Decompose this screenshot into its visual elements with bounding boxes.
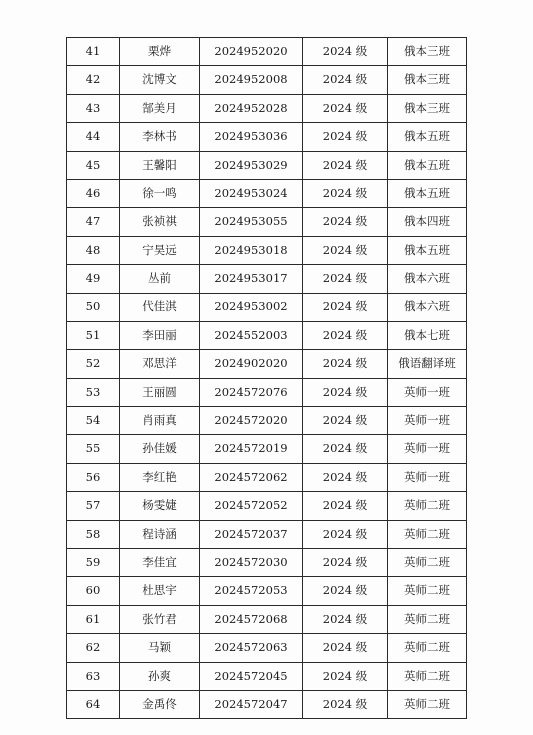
class-name: 俄本三班 <box>388 94 467 122</box>
student-id: 2024572076 <box>200 378 303 406</box>
student-name: 代佳淇 <box>120 293 200 321</box>
student-id: 2024952008 <box>200 66 303 94</box>
row-number: 41 <box>67 38 120 66</box>
class-name: 英师二班 <box>388 577 467 605</box>
row-number: 42 <box>67 66 120 94</box>
table-row <box>67 293 467 321</box>
student-name: 马颖 <box>120 634 200 662</box>
student-name: 孙爽 <box>120 662 200 690</box>
grade: 2024 级 <box>303 577 388 605</box>
class-name: 俄本五班 <box>388 179 467 207</box>
class-name: 英师二班 <box>388 605 467 633</box>
class-name: 俄本四班 <box>388 208 467 236</box>
table-row <box>67 492 467 520</box>
class-name: 俄本三班 <box>388 38 467 66</box>
student-name: 沈博文 <box>120 66 200 94</box>
student-id: 2024572068 <box>200 605 303 633</box>
student-name: 肖雨真 <box>120 407 200 435</box>
table-row <box>67 38 467 66</box>
table-row <box>67 549 467 577</box>
grade: 2024 级 <box>303 179 388 207</box>
student-name: 郜美月 <box>120 94 200 122</box>
student-id: 2024953029 <box>200 151 303 179</box>
roster-body <box>67 38 467 719</box>
student-id: 2024572047 <box>200 690 303 718</box>
table-row <box>67 634 467 662</box>
class-name: 俄本五班 <box>388 123 467 151</box>
student-id: 2024902020 <box>200 350 303 378</box>
row-number: 51 <box>67 321 120 349</box>
student-name: 李佳宜 <box>120 549 200 577</box>
table-row <box>67 662 467 690</box>
table-row <box>67 208 467 236</box>
row-number: 64 <box>67 690 120 718</box>
class-name: 英师一班 <box>388 463 467 491</box>
grade: 2024 级 <box>303 605 388 633</box>
grade: 2024 级 <box>303 435 388 463</box>
table-row <box>67 690 467 718</box>
table-row <box>67 350 467 378</box>
grade: 2024 级 <box>303 350 388 378</box>
table-row <box>67 435 467 463</box>
student-id: 2024572019 <box>200 435 303 463</box>
grade: 2024 级 <box>303 662 388 690</box>
row-number: 60 <box>67 577 120 605</box>
row-number: 45 <box>67 151 120 179</box>
table-row <box>67 94 467 122</box>
table-row <box>67 407 467 435</box>
student-name: 张竹君 <box>120 605 200 633</box>
table-row <box>67 123 467 151</box>
grade: 2024 级 <box>303 236 388 264</box>
row-number: 53 <box>67 378 120 406</box>
student-name: 李林书 <box>120 123 200 151</box>
row-number: 47 <box>67 208 120 236</box>
row-number: 58 <box>67 520 120 548</box>
grade: 2024 级 <box>303 378 388 406</box>
student-id: 2024952020 <box>200 38 303 66</box>
student-name: 李田丽 <box>120 321 200 349</box>
student-id: 2024953036 <box>200 123 303 151</box>
student-name: 王丽圆 <box>120 378 200 406</box>
student-id: 2024572020 <box>200 407 303 435</box>
class-name: 俄本六班 <box>388 265 467 293</box>
grade: 2024 级 <box>303 690 388 718</box>
class-name: 俄本五班 <box>388 151 467 179</box>
table-row <box>67 265 467 293</box>
student-name: 杜思宇 <box>120 577 200 605</box>
class-name: 英师一班 <box>388 407 467 435</box>
class-name: 英师二班 <box>388 549 467 577</box>
student-id: 2024953024 <box>200 179 303 207</box>
row-number: 49 <box>67 265 120 293</box>
student-name: 邓思洋 <box>120 350 200 378</box>
row-number: 54 <box>67 407 120 435</box>
table-row <box>67 605 467 633</box>
student-id: 2024953018 <box>200 236 303 264</box>
table-row <box>67 520 467 548</box>
grade: 2024 级 <box>303 520 388 548</box>
row-number: 52 <box>67 350 120 378</box>
student-name: 丛前 <box>120 265 200 293</box>
student-id: 2024572062 <box>200 463 303 491</box>
row-number: 56 <box>67 463 120 491</box>
student-id: 2024953017 <box>200 265 303 293</box>
student-name: 徐一鸣 <box>120 179 200 207</box>
class-name: 英师一班 <box>388 435 467 463</box>
row-number: 46 <box>67 179 120 207</box>
grade: 2024 级 <box>303 321 388 349</box>
grade: 2024 级 <box>303 265 388 293</box>
class-name: 俄本五班 <box>388 236 467 264</box>
row-number: 55 <box>67 435 120 463</box>
student-name: 张祯祺 <box>120 208 200 236</box>
student-name: 程诗涵 <box>120 520 200 548</box>
class-name: 英师二班 <box>388 690 467 718</box>
row-number: 50 <box>67 293 120 321</box>
class-name: 俄本六班 <box>388 293 467 321</box>
class-name: 英师二班 <box>388 662 467 690</box>
class-name: 英师二班 <box>388 492 467 520</box>
grade: 2024 级 <box>303 151 388 179</box>
grade: 2024 级 <box>303 407 388 435</box>
table-row <box>67 66 467 94</box>
table-row <box>67 463 467 491</box>
grade: 2024 级 <box>303 208 388 236</box>
grade: 2024 级 <box>303 94 388 122</box>
student-id: 2024572045 <box>200 662 303 690</box>
student-id: 2024952028 <box>200 94 303 122</box>
student-id: 2024953055 <box>200 208 303 236</box>
student-name: 宁昊远 <box>120 236 200 264</box>
row-number: 62 <box>67 634 120 662</box>
student-id: 2024572037 <box>200 520 303 548</box>
grade: 2024 级 <box>303 66 388 94</box>
student-id: 2024572053 <box>200 577 303 605</box>
row-number: 59 <box>67 549 120 577</box>
table-row <box>67 236 467 264</box>
student-name: 栗烨 <box>120 38 200 66</box>
table-row <box>67 321 467 349</box>
class-name: 俄语翻译班 <box>388 350 467 378</box>
grade: 2024 级 <box>303 634 388 662</box>
student-roster-table <box>66 37 467 719</box>
class-name: 英师二班 <box>388 520 467 548</box>
row-number: 48 <box>67 236 120 264</box>
student-id: 2024953002 <box>200 293 303 321</box>
grade: 2024 级 <box>303 293 388 321</box>
student-id: 2024572030 <box>200 549 303 577</box>
student-id: 2024552003 <box>200 321 303 349</box>
row-number: 43 <box>67 94 120 122</box>
grade: 2024 级 <box>303 463 388 491</box>
table-row <box>67 378 467 406</box>
student-id: 2024572052 <box>200 492 303 520</box>
row-number: 44 <box>67 123 120 151</box>
class-name: 俄本七班 <box>388 321 467 349</box>
row-number: 61 <box>67 605 120 633</box>
student-id: 2024572063 <box>200 634 303 662</box>
grade: 2024 级 <box>303 549 388 577</box>
class-name: 英师二班 <box>388 634 467 662</box>
row-number: 63 <box>67 662 120 690</box>
table-row <box>67 179 467 207</box>
class-name: 俄本三班 <box>388 66 467 94</box>
student-name: 孙佳媛 <box>120 435 200 463</box>
student-name: 李红艳 <box>120 463 200 491</box>
table-row <box>67 151 467 179</box>
table-row <box>67 577 467 605</box>
grade: 2024 级 <box>303 123 388 151</box>
row-number: 57 <box>67 492 120 520</box>
grade: 2024 级 <box>303 38 388 66</box>
grade: 2024 级 <box>303 492 388 520</box>
class-name: 英师一班 <box>388 378 467 406</box>
student-name: 金禹佟 <box>120 690 200 718</box>
student-name: 王馨阳 <box>120 151 200 179</box>
student-name: 杨雯婕 <box>120 492 200 520</box>
